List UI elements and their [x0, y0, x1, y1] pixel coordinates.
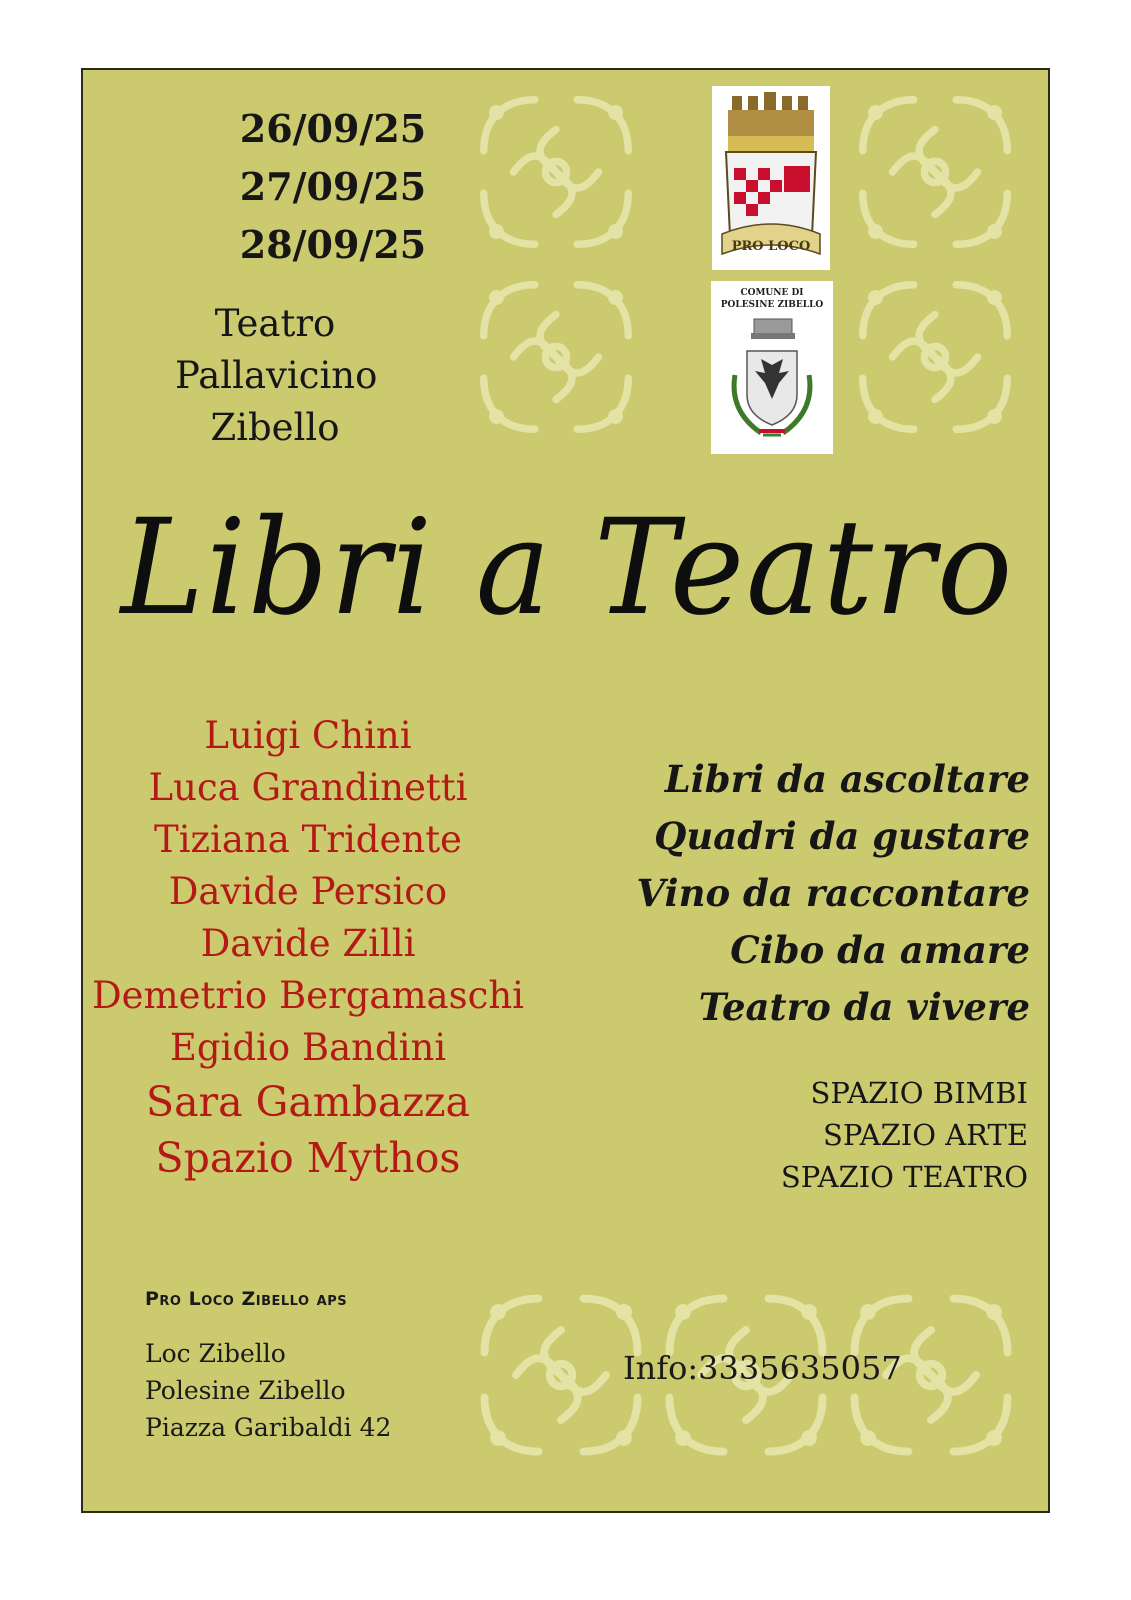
ornament-top-middle	[466, 82, 646, 452]
event-dates	[213, 100, 453, 274]
author-name: Demetrio Bergamaschi	[91, 974, 524, 1017]
address-line: Piazza Garibaldi 42	[145, 1413, 392, 1442]
comune-caption	[711, 287, 833, 311]
author-name: Sara Gambazza	[145, 1078, 471, 1126]
pro-loco-logo	[712, 86, 830, 270]
event-date: 28/09/25	[239, 222, 427, 267]
pro-loco-banner-text: PRO LOCO	[731, 239, 811, 254]
info-phone: Info:3335635057	[623, 1349, 902, 1387]
space-item: SPAZIO TEATRO	[780, 1160, 1028, 1194]
ornament-top-right	[845, 82, 1025, 452]
slogan-line: Quadri da gustare	[654, 814, 1030, 858]
address-line: Polesine Zibello	[145, 1376, 346, 1405]
author-name: Luca Grandinetti	[148, 766, 468, 809]
organization-name: Pro Loco Zibello aps	[145, 1288, 348, 1310]
author-name: Tiziana Tridente	[154, 818, 462, 861]
slogans-list	[570, 751, 1030, 1036]
slogan-line: Cibo da amare	[730, 928, 1030, 972]
venue	[175, 298, 378, 454]
space-item: SPAZIO BIMBI	[810, 1076, 1028, 1110]
address	[145, 1335, 445, 1446]
poster	[81, 68, 1050, 1513]
author-name: Spazio Mythos	[155, 1134, 461, 1182]
comune-caption-line: POLESINE ZIBELLO	[720, 300, 824, 310]
author-name: Luigi Chini	[204, 714, 412, 757]
author-name: Davide Zilli	[200, 922, 416, 965]
slogan-line: Vino da raccontare	[636, 871, 1030, 915]
authors-list	[83, 710, 533, 1186]
venue-line: Teatro	[214, 302, 336, 345]
comune-coat-of-arms	[711, 281, 833, 454]
space-item: SPAZIO ARTE	[822, 1118, 1028, 1152]
page-title: Libri a Teatro	[120, 491, 1015, 645]
slogan-line: Teatro da vivere	[698, 985, 1030, 1029]
author-name: Egidio Bandini	[169, 1026, 447, 1069]
author-name: Davide Persico	[168, 870, 448, 913]
venue-line: Zibello	[210, 406, 340, 449]
comune-caption-line: COMUNE DI	[740, 288, 804, 298]
venue-line: Pallavicino	[175, 354, 378, 397]
spaces-list	[728, 1072, 1028, 1198]
address-line: Loc Zibello	[145, 1339, 286, 1368]
event-date: 27/09/25	[239, 164, 427, 209]
slogan-line: Libri da ascoltare	[664, 757, 1030, 801]
event-date: 26/09/25	[239, 106, 427, 151]
